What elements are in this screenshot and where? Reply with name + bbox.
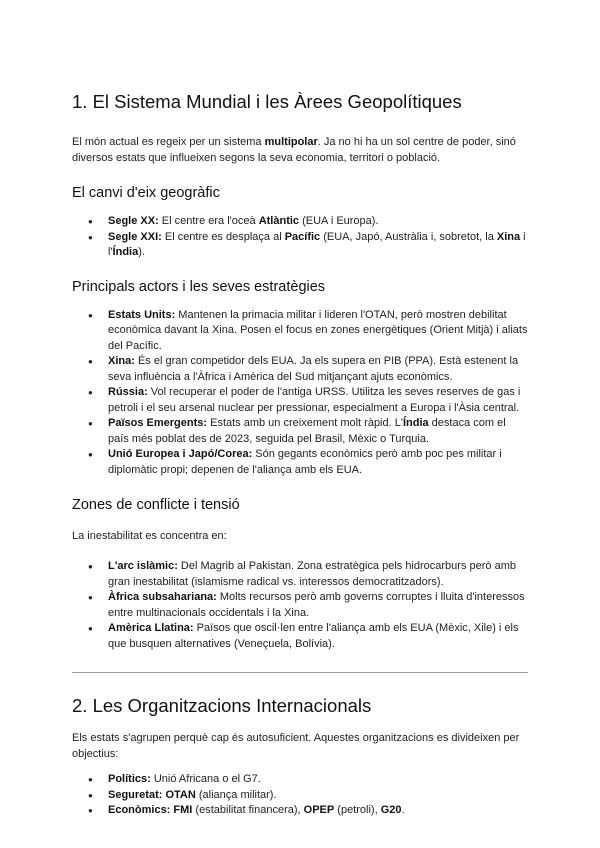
list-item: [72, 308, 528, 355]
item-text: Molts recursos però amb governs corruptes i lluita d'interessos entre multinacionals occidentals i la Xina.: [108, 591, 525, 619]
item-label: Països Emergents:: [108, 417, 208, 429]
item-text: Del Magrib al Pakistan. Zona estratègica pels hidrocarburs però amb gran inestabilitat (islamisme radical vs. interessos democratitzadors).: [108, 560, 516, 588]
intro-text: El món actual es regeix per un sistema: [72, 136, 265, 148]
heading-eix: El canvi d'eix geogràfic: [72, 185, 220, 201]
item-text: Països que oscil·len entre l'aliança amb els EUA (Mèxic, Xile) i els que busquen alternatives (Veneçuela, Bolívia).: [108, 622, 519, 650]
item-bold: Índia: [112, 246, 139, 258]
list-eix: [72, 214, 528, 261]
list-conflicte: [72, 559, 528, 652]
item-text: És el gran competidor dels EUA. Ja els supera en PIB (PPA). Està estenent la seva influència a l'Àfrica i Amèrica del Sud mitjançant ajuts econòmics.: [108, 355, 519, 383]
item-bold: FMI: [173, 804, 193, 816]
item-label: Estats Units:: [108, 308, 176, 321]
item-text: destaca com el país més poblat des de 2023, seguida pel Brasil, Mèxic o Turquia.: [108, 417, 506, 445]
item-label: Unió Europea i Japó/Corea:: [108, 448, 253, 460]
item-label: Seguretat:: [108, 788, 163, 801]
section-divider: [72, 672, 528, 673]
list-item: [72, 214, 528, 230]
item-text: Unió Africana o el G7.: [150, 773, 261, 785]
list-item: [72, 416, 528, 447]
item-text: (petroli),: [334, 804, 381, 816]
section2-intro: Els estats s'agrupen perquè cap és autosuficient. Aquestes organitzacions es divideixen per objectius:: [72, 732, 520, 760]
list-item: [72, 788, 528, 804]
item-text: Són gegants econòmics però amb poc pes militar i diplomàtic propi; depenen de l'aliança amb els EUA.: [108, 448, 502, 476]
list-organitzacions: [72, 772, 528, 819]
item-bold: OTAN: [165, 788, 196, 801]
item-text: .: [401, 804, 405, 816]
item-text: ).: [138, 246, 145, 258]
conflicte-intro: La inestabilitat es concentra en:: [72, 530, 227, 542]
item-label: L'arc islàmic:: [108, 560, 178, 572]
item-bold: OPEP: [303, 804, 335, 816]
item-text: El centre era l'oceà: [158, 215, 259, 227]
item-label: Econòmics:: [108, 804, 171, 816]
item-label: Xina:: [108, 355, 135, 367]
item-label: Polítics:: [108, 773, 151, 785]
list-item: [72, 590, 528, 621]
item-text: El centre es desplaça al: [161, 230, 285, 243]
item-bold: Xina: [496, 230, 521, 243]
item-text: (estabilitat financera),: [192, 804, 304, 816]
item-bold: Pacífic: [284, 230, 321, 243]
section2-title: 2. Les Organitzacions Internacionals: [72, 695, 372, 716]
item-text: Mantenen la primacia militar i lideren l'OTAN, però mostren debilitat econòmica davant la Xina. Posen el focus en zones energètiques (Orient Mitjà) i aliats del Pacífic.: [108, 308, 528, 352]
list-item: [72, 230, 528, 261]
item-bold: Índia: [402, 417, 429, 429]
list-item: [72, 447, 528, 478]
item-text: (EUA i Europa).: [299, 215, 379, 227]
item-label: Amèrica Llatina:: [108, 622, 194, 634]
list-item: [72, 354, 528, 385]
item-bold: G20: [380, 804, 402, 816]
intro-bold: multipolar: [264, 136, 318, 148]
list-item: [72, 559, 528, 590]
heading-conflicte: Zones de conflicte i tensió: [72, 497, 240, 513]
item-text: (EUA, Japó, Austràlia i, sobretot, la: [320, 230, 497, 243]
list-actors: [72, 308, 528, 479]
item-text: Estats amb un creixement molt ràpid. L': [207, 417, 403, 429]
item-label: Segle XX:: [108, 215, 159, 227]
intro-text-end: . Ja no hi ha un sol centre de poder, sinó diversos estats que influeixen segons la seva economia, territori o població.: [72, 136, 516, 164]
item-label: Segle XXI:: [108, 230, 162, 243]
section1-title: 1. El Sistema Mundial i les Àrees Geopolítiques: [72, 91, 462, 112]
item-bold: Atlàntic: [258, 215, 300, 227]
item-text: i l': [108, 230, 526, 258]
heading-actors: Principals actors i les seves estratègies: [72, 278, 326, 295]
item-label: Àfrica subsahariana:: [108, 591, 217, 603]
item-label: Rússia:: [108, 386, 148, 398]
list-item: [72, 772, 528, 788]
item-text: Vol recuperar el poder de l'antiga URSS. Utilitza les seves reserves de gas i petroli i el seu arsenal nuclear per pressionar, especialment a Europa i l'Àsia central.: [108, 386, 521, 414]
section1-intro: [72, 134, 528, 166]
item-text: (aliança militar).: [195, 788, 277, 801]
list-item: [72, 803, 528, 819]
list-item: [72, 385, 528, 416]
list-item: [72, 621, 528, 652]
